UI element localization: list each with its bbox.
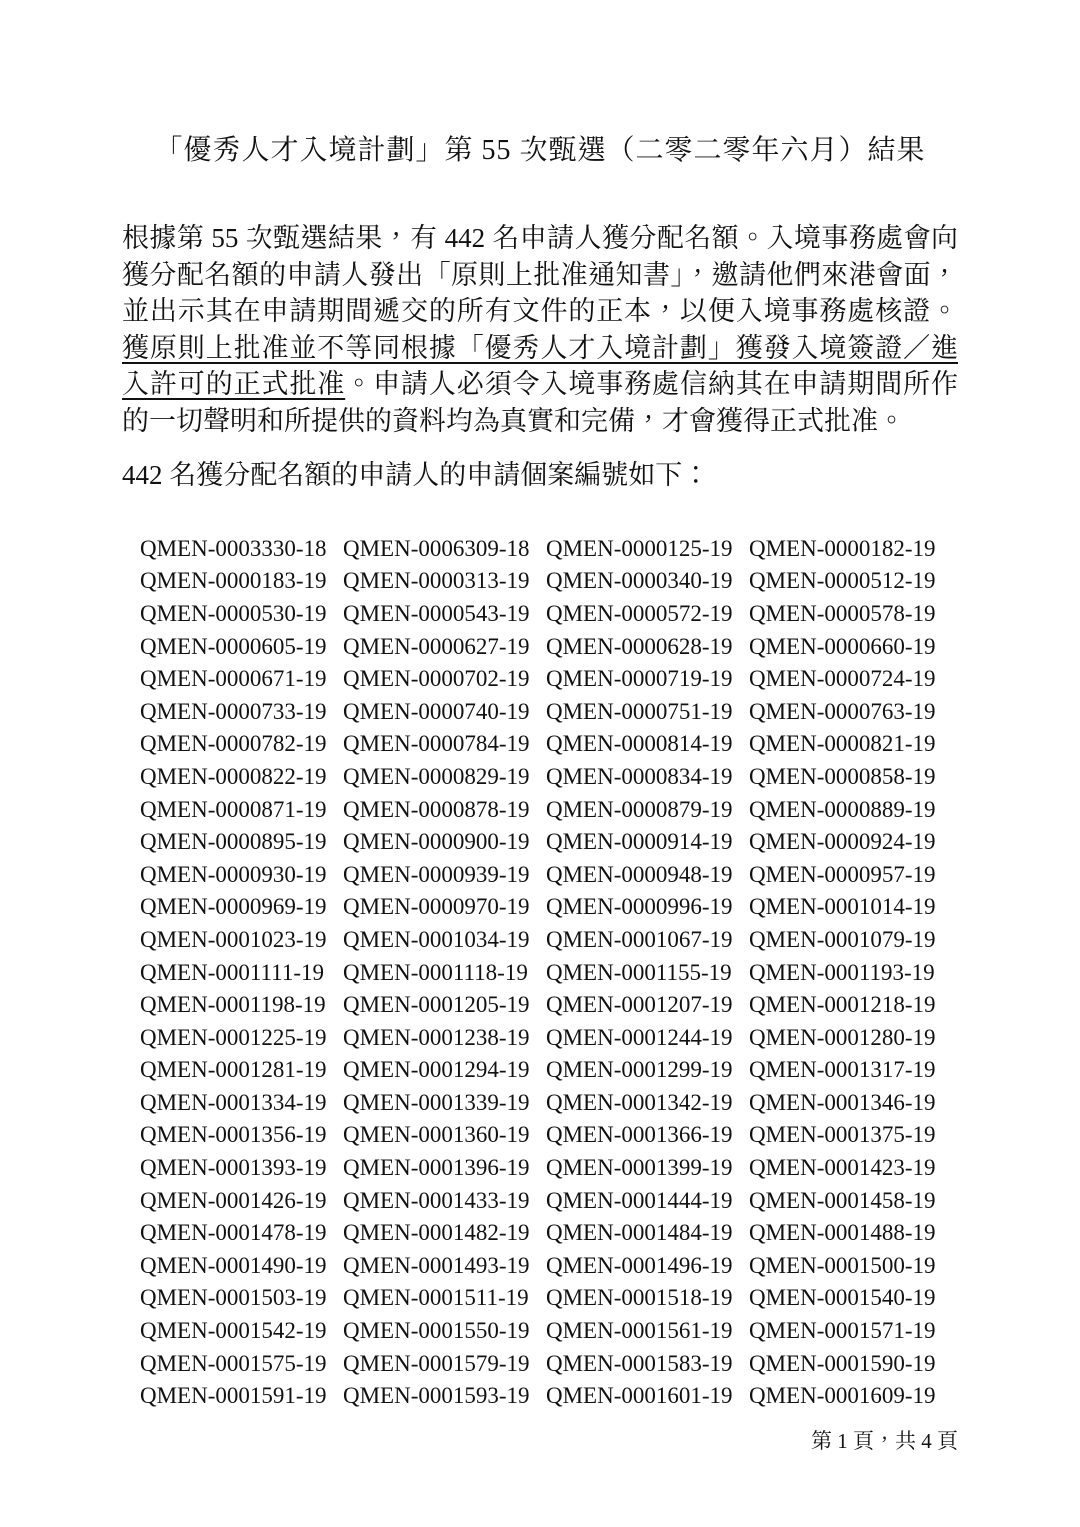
case-number: QMEN-0000924-19 — [749, 829, 936, 855]
case-number: QMEN-0000879-19 — [546, 796, 733, 822]
case-number: QMEN-0000871-19 — [140, 796, 327, 822]
case-number: QMEN-0000895-19 — [140, 829, 327, 855]
case-number: QMEN-0001482-19 — [343, 1220, 530, 1246]
case-number: QMEN-0000900-19 — [343, 829, 530, 855]
case-number: QMEN-0001118-19 — [343, 959, 528, 985]
case-number: QMEN-0000814-19 — [546, 731, 733, 757]
case-number: QMEN-0001218-19 — [749, 992, 936, 1018]
page-number-footer: 第 1 頁，共 4 頁 — [811, 1429, 958, 1453]
case-number: QMEN-0000627-19 — [343, 633, 530, 659]
case-number: QMEN-0001561-19 — [546, 1318, 733, 1344]
case-number: QMEN-0001601-19 — [546, 1383, 733, 1409]
case-number: QMEN-0001067-19 — [546, 926, 733, 952]
case-number: QMEN-0001339-19 — [343, 1089, 530, 1115]
case-number: QMEN-0006309-18 — [343, 535, 530, 561]
case-number: QMEN-0001244-19 — [546, 1024, 733, 1050]
case-number: QMEN-0001317-19 — [749, 1057, 936, 1083]
case-number: QMEN-0001583-19 — [546, 1350, 733, 1376]
case-number: QMEN-0001571-19 — [749, 1318, 936, 1344]
case-number: QMEN-0001444-19 — [546, 1187, 733, 1213]
case-number: QMEN-0001550-19 — [343, 1318, 530, 1344]
case-number: QMEN-0000948-19 — [546, 861, 733, 887]
case-number: QMEN-0000821-19 — [749, 731, 936, 757]
case-number: QMEN-0000724-19 — [749, 666, 936, 692]
case-number: QMEN-0001393-19 — [140, 1155, 327, 1181]
case-number: QMEN-0000834-19 — [546, 763, 733, 789]
case-number: QMEN-0001609-19 — [749, 1383, 936, 1409]
case-number: QMEN-0001579-19 — [343, 1350, 530, 1376]
case-number: QMEN-0000628-19 — [546, 633, 733, 659]
case-number: QMEN-0001034-19 — [343, 926, 530, 952]
case-number: QMEN-0001493-19 — [343, 1252, 530, 1278]
case-number: QMEN-0000996-19 — [546, 894, 733, 920]
case-number: QMEN-0000125-19 — [546, 535, 733, 561]
case-number: QMEN-0001426-19 — [140, 1187, 327, 1213]
case-number: QMEN-0000878-19 — [343, 796, 530, 822]
case-number: QMEN-0001342-19 — [546, 1089, 733, 1115]
document-title: 「優秀人才入境計劃」第 55 次甄選（二零二零年六月）結果 — [154, 135, 926, 166]
case-number: QMEN-0001399-19 — [546, 1155, 733, 1181]
case-number: QMEN-0000751-19 — [546, 698, 733, 724]
intro-paragraph-post: 。申請人必須令入境事務處信納其在申請期間所作的一切聲明和所提供的資料均為真實和完備，才會獲得正式批准。 — [122, 369, 959, 436]
case-number: QMEN-0000784-19 — [343, 731, 530, 757]
case-number: QMEN-0000782-19 — [140, 731, 327, 757]
case-number: QMEN-0001542-19 — [140, 1318, 327, 1344]
case-number: QMEN-0003330-18 — [140, 535, 327, 561]
case-number: QMEN-0000719-19 — [546, 666, 733, 692]
case-number: QMEN-0000530-19 — [140, 600, 327, 626]
case-number: QMEN-0000671-19 — [140, 666, 327, 692]
case-number: QMEN-0000578-19 — [749, 600, 936, 626]
case-number: QMEN-0000829-19 — [343, 763, 530, 789]
case-number: QMEN-0001111-19 — [140, 959, 324, 985]
case-number: QMEN-0001511-19 — [343, 1285, 529, 1311]
case-number: QMEN-0001023-19 — [140, 926, 327, 952]
case-number: QMEN-0001433-19 — [343, 1187, 530, 1213]
case-number: QMEN-0000969-19 — [140, 894, 327, 920]
case-number: QMEN-0001193-19 — [749, 959, 935, 985]
case-number: QMEN-0001014-19 — [749, 894, 936, 920]
case-number: QMEN-0000313-19 — [343, 568, 530, 594]
case-number: QMEN-0000914-19 — [546, 829, 733, 855]
case-number: QMEN-0000183-19 — [140, 568, 327, 594]
intro-paragraph — [122, 220, 958, 439]
case-number: QMEN-0001207-19 — [546, 992, 733, 1018]
case-number: QMEN-0001478-19 — [140, 1220, 327, 1246]
case-number: QMEN-0001490-19 — [140, 1252, 327, 1278]
case-number: QMEN-0001334-19 — [140, 1089, 327, 1115]
case-number: QMEN-0001360-19 — [343, 1122, 530, 1148]
case-number: QMEN-0001591-19 — [140, 1383, 327, 1409]
case-number: QMEN-0000182-19 — [749, 535, 936, 561]
case-number: QMEN-0001366-19 — [546, 1122, 733, 1148]
case-number: QMEN-0001396-19 — [343, 1155, 530, 1181]
case-number: QMEN-0001299-19 — [546, 1057, 733, 1083]
case-number: QMEN-0000605-19 — [140, 633, 327, 659]
case-number: QMEN-0001198-19 — [140, 992, 326, 1018]
case-number: QMEN-0001280-19 — [749, 1024, 936, 1050]
case-number: QMEN-0000660-19 — [749, 633, 936, 659]
case-number: QMEN-0000512-19 — [749, 568, 936, 594]
case-number: QMEN-0000822-19 — [140, 763, 327, 789]
case-number: QMEN-0000740-19 — [343, 698, 530, 724]
case-number: QMEN-0000572-19 — [546, 600, 733, 626]
case-number: QMEN-0000889-19 — [749, 796, 936, 822]
case-number: QMEN-0001294-19 — [343, 1057, 530, 1083]
case-number: QMEN-0001356-19 — [140, 1122, 327, 1148]
case-number: QMEN-0001205-19 — [343, 992, 530, 1018]
case-number: QMEN-0001375-19 — [749, 1122, 936, 1148]
case-list-intro: 442 名獲分配名額的申請人的申請個案編號如下： — [122, 460, 710, 490]
case-number: QMEN-0001423-19 — [749, 1155, 936, 1181]
case-number: QMEN-0001500-19 — [749, 1252, 936, 1278]
case-number: QMEN-0001346-19 — [749, 1089, 936, 1115]
case-number: QMEN-0001225-19 — [140, 1024, 327, 1050]
case-number: QMEN-0001575-19 — [140, 1350, 327, 1376]
case-number: QMEN-0000930-19 — [140, 861, 327, 887]
intro-paragraph-underlined-clause: 獲原則上批准並不等同根據「優秀人才入境計劃」獲發入境簽證／進入許可的正式批准 — [122, 332, 958, 399]
case-number-grid — [140, 533, 952, 1413]
case-number: QMEN-0001593-19 — [343, 1383, 530, 1409]
intro-paragraph-pre: 根據第 55 次甄選結果，有 442 名申請人獲分配名額。入境事務處會向獲分配名額的申請人發出「原則上批准通知書」，邀請他們來港會面，並出示其在申請期間遞交的所有文件的正本，以便入境事務處核證。 — [122, 223, 958, 326]
case-number: QMEN-0001155-19 — [546, 959, 732, 985]
case-number: QMEN-0000543-19 — [343, 600, 530, 626]
case-number: QMEN-0000340-19 — [546, 568, 733, 594]
case-number: QMEN-0001484-19 — [546, 1220, 733, 1246]
case-number: QMEN-0000733-19 — [140, 698, 327, 724]
case-number: QMEN-0001238-19 — [343, 1024, 530, 1050]
case-number: QMEN-0001503-19 — [140, 1285, 327, 1311]
case-number: QMEN-0001488-19 — [749, 1220, 936, 1246]
case-number: QMEN-0001079-19 — [749, 926, 936, 952]
case-number: QMEN-0000939-19 — [343, 861, 530, 887]
case-number: QMEN-0001540-19 — [749, 1285, 936, 1311]
case-number: QMEN-0001458-19 — [749, 1187, 936, 1213]
case-number: QMEN-0001518-19 — [546, 1285, 733, 1311]
case-number: QMEN-0001496-19 — [546, 1252, 733, 1278]
case-number: QMEN-0000957-19 — [749, 861, 936, 887]
case-number: QMEN-0001281-19 — [140, 1057, 327, 1083]
case-number: QMEN-0001590-19 — [749, 1350, 936, 1376]
case-number: QMEN-0000702-19 — [343, 666, 530, 692]
case-number: QMEN-0000970-19 — [343, 894, 530, 920]
case-number: QMEN-0000763-19 — [749, 698, 936, 724]
case-number: QMEN-0000858-19 — [749, 763, 936, 789]
